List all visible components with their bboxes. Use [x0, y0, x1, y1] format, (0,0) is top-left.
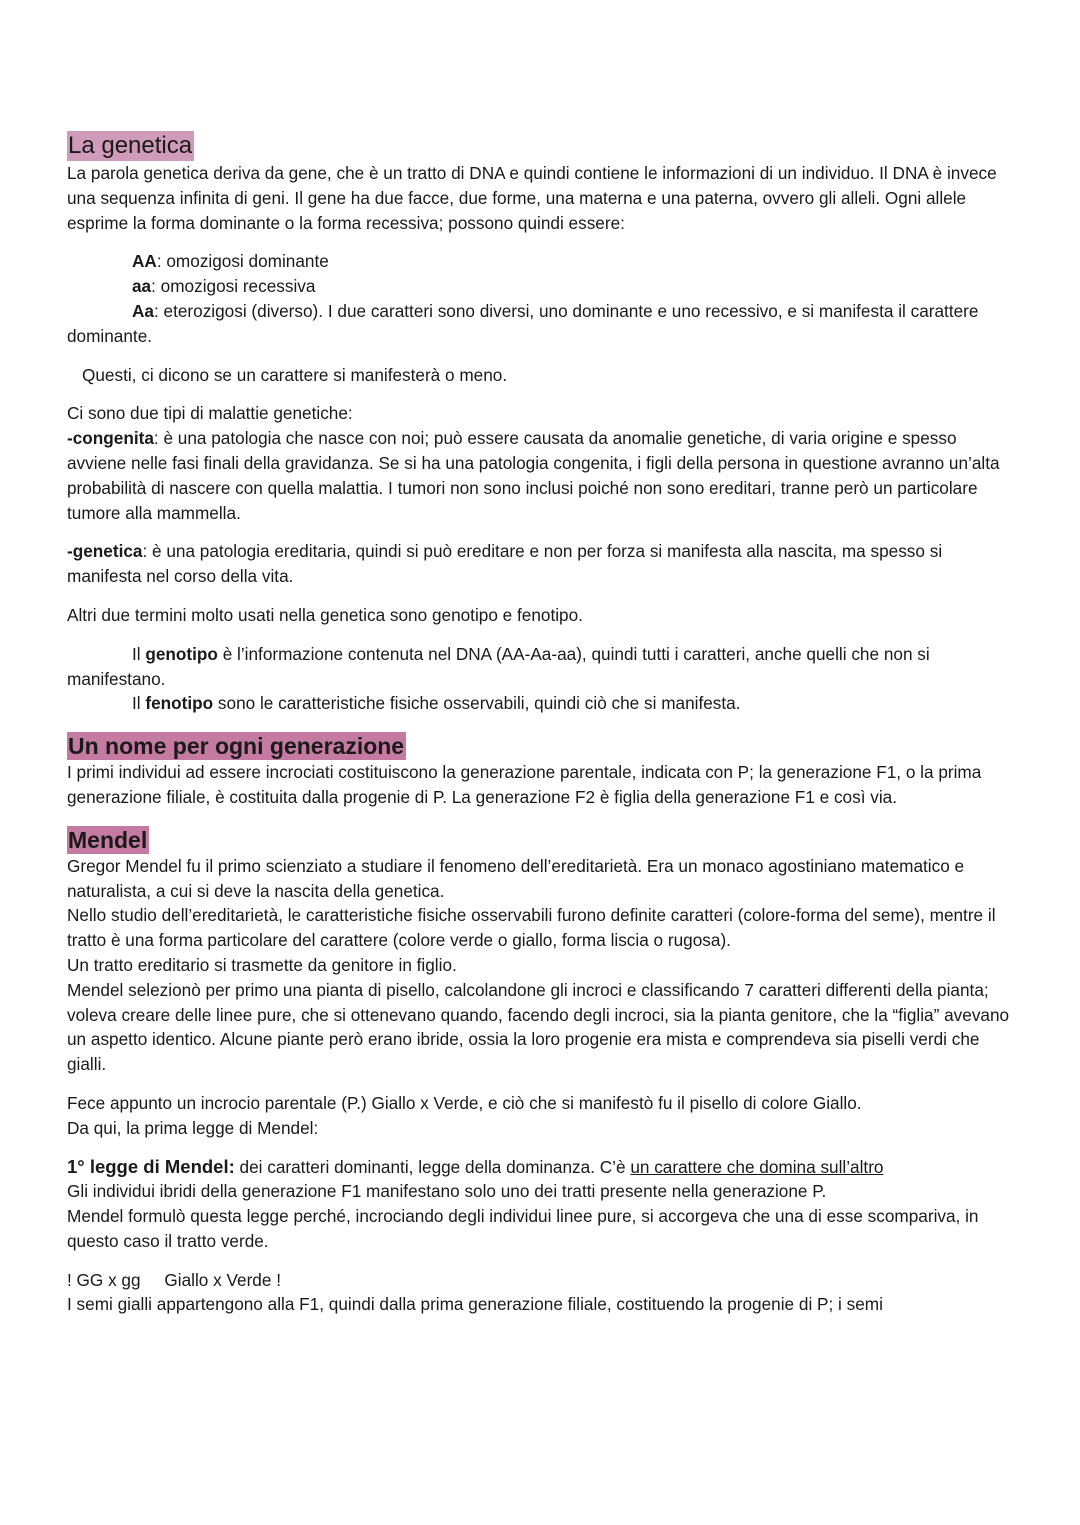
allele-code: Aa — [132, 300, 154, 321]
allele-text: : eterozigosi (diverso). I due caratteri sono diversi, uno dominante e uno recessivo, e si manifesta il carattere dominante. — [67, 300, 979, 346]
mendel-section — [67, 826, 1020, 1318]
mendel-p2: Nello studio dell’ereditarietà, le caratteristiche fisiche osservabili furono definite caratteri (colore-forma del seme), mentre il tratto è una forma particolare del carattere (colore verde o giallo, forma liscia o rugosa). — [67, 905, 996, 951]
genetica-term: -genetica — [67, 541, 143, 562]
law-text: dei caratteri dominanti, legge della dominanza. C’è — [234, 1156, 631, 1177]
fenotipo-text: sono le caratteristiche fisiche osservabili, quindi ciò che si manifesta. — [213, 693, 741, 714]
diseases-intro: Ci sono due tipi di malattie genetiche: — [67, 403, 353, 424]
note-paragraph: Questi, ci dicono se un carattere si manifesterà o meno. — [82, 364, 508, 385]
last-paragraph: I semi gialli appartengono alla F1, quindi dalla prima generazione filiale, costituendo la progenie di P; i semi — [67, 1294, 883, 1315]
genetica-paragraph — [67, 539, 1020, 589]
mendel-p3: Un tratto ereditario si trasmette da genitore in figlio. — [67, 954, 457, 975]
generazione-paragraph: I primi individui ad essere incrociati costituiscono la generazione parentale, indicata con P; la generazione F1, o la prima generazione filiale, è costituita dalla progenie di P. La generazione F2 è figlia della generazione F1 e così via. — [67, 762, 982, 807]
law-title: 1° legge di Mendel: — [67, 1155, 235, 1177]
congenita-term: -congenita — [67, 428, 154, 449]
genetica-text: : è una patologia ereditaria, quindi si può ereditare e non per forza si manifesta alla nascita, ma spesso si manifesta nel corso della vita. — [67, 541, 943, 587]
cross-line: ! GG x gg Giallo x Verde ! — [67, 1269, 281, 1290]
mendel-p4: Mendel selezionò per primo una pianta di pisello, calcolandone gli incroci e classificando 7 caratteri differenti della pianta; voleva creare delle linee pure, che si ottenevano quando, facendo degli incroci, sia la pianta genitore, che la “figlia” avevano un aspetto identico. Alcune piante però erano ibride, ossia la loro progenie era mista e comprendeva sia piselli verdi che gialli. — [67, 979, 1010, 1075]
allele-code: aa — [132, 276, 152, 297]
congenita-paragraph — [67, 426, 1020, 525]
allele-item — [132, 249, 1020, 274]
terms-intro: Altri due termini molto usati nella genetica sono genotipo e fenotipo. — [67, 604, 583, 625]
law-underline: un carattere che domina sull’altro — [630, 1156, 884, 1177]
allele-text: : omozigosi recessiva — [151, 276, 316, 297]
alleles-list — [67, 249, 1020, 299]
genotipo-term: genotipo — [145, 643, 218, 664]
fenotipo-pre: Il — [132, 693, 146, 714]
generazione-section — [67, 732, 1020, 810]
law-p1: Gli individui ibridi della generazione F1 manifestano solo uno dei tratti presente nella generazione P. — [67, 1181, 827, 1202]
genotipo-paragraph — [67, 642, 1020, 692]
fenotipo-paragraph — [67, 691, 1020, 716]
mendel-p5: Fece appunto un incrocio parentale (P.) Giallo x Verde, e ciò che si manifestò fu il pisello di colore Giallo. — [67, 1092, 862, 1113]
heading-la-genetica: La genetica — [68, 132, 193, 159]
allele-text: : omozigosi dominante — [156, 251, 329, 272]
allele-code: AA — [132, 251, 157, 272]
allele-item — [67, 299, 1020, 349]
mendel-p6: Da qui, la prima legge di Mendel: — [67, 1117, 319, 1138]
law-p2: Mendel formulò questa legge perché, incrociando degli individui linee pure, si accorgeva che una di esse scompariva, in questo caso il tratto verde. — [67, 1206, 979, 1251]
genotipo-text: è l’informazione contenuta nel DNA (AA-Aa-aa), quindi tutti i caratteri, anche quelli che non si manifestano. — [67, 643, 930, 689]
fenotipo-term: fenotipo — [145, 693, 214, 714]
heading-generazione: Un nome per ogni generazione — [68, 733, 405, 760]
allele-item — [132, 274, 1020, 299]
heading-mendel: Mendel — [68, 826, 148, 853]
intro-paragraph: La parola genetica deriva da gene, che è un tratto di DNA e quindi contiene le informazioni di un individuo. Il DNA è invece una sequenza infinita di geni. Il gene ha due facce, due forme, una materna e una paterna, ovvero gli alleli. Ogni allele esprime la forma dominante o la forma recessiva; possono quindi essere: — [67, 163, 997, 233]
genotipo-pre: Il — [132, 643, 146, 664]
mendel-p1: Gregor Mendel fu il primo scienziato a studiare il fenomeno dell’ereditarietà. Era un monaco agostiniano matematico e naturalista, a cui si deve la nascita della genetica. — [67, 855, 965, 901]
law-paragraph — [67, 1155, 1020, 1180]
congenita-text: : è una patologia che nasce con noi; può essere causata da anomalie genetiche, di varia origine e spesso avviene nelle fasi finali della gravidanza. Se si ha una patologia congenita, i figli della persona in questione avranno un’alta probabilità di nascere con quella malattia. I tumori non sono inclusi poiché non sono ereditari, tranne però un particolare tumore alla mammella. — [67, 428, 1000, 523]
